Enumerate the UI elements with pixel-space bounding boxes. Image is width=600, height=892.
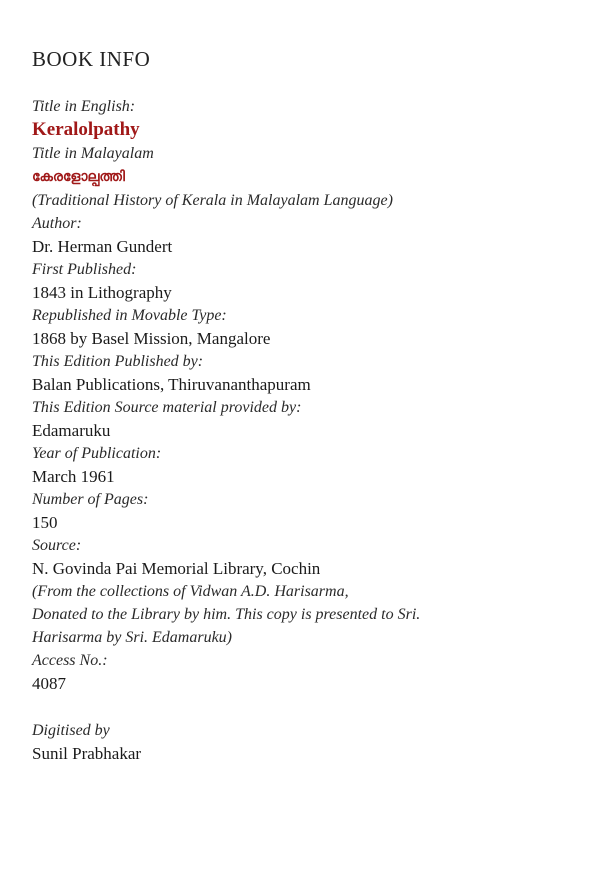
digitised-section	[32, 719, 600, 765]
republished-label: Republished in Movable Type:	[32, 307, 227, 324]
pages-label: Number of Pages:	[32, 491, 149, 508]
source-material-label: This Edition Source material provided by:	[32, 399, 302, 416]
page-heading: BOOK INFO	[32, 47, 151, 71]
title-ml: കേരളോല്പത്തി	[32, 169, 125, 185]
author-value: Dr. Herman Gundert	[32, 237, 173, 256]
title-section	[32, 95, 600, 212]
pages-value: 150	[32, 513, 58, 532]
digitised-value: Sunil Prabhakar	[32, 744, 142, 763]
title-ml-label: Title in Malayalam	[32, 145, 154, 162]
access-value: 4087	[32, 674, 66, 693]
title-en: Keralolpathy	[32, 119, 140, 140]
republished-value: 1868 by Basel Mission, Mangalore	[32, 329, 271, 348]
title-en-label: Title in English:	[32, 98, 136, 115]
fields-section	[32, 212, 600, 695]
section-spacer	[32, 695, 600, 719]
access-label: Access No.:	[32, 652, 108, 669]
source-note-line-2: Donated to the Library by him. This copy is presented to Sri.	[32, 606, 421, 623]
subtitle: (Traditional History of Kerala in Malayalam Language)	[32, 192, 393, 209]
edition-publisher-label: This Edition Published by:	[32, 353, 204, 370]
source-label: Source:	[32, 537, 82, 554]
source-value: N. Govinda Pai Memorial Library, Cochin	[32, 559, 321, 578]
edition-publisher-value: Balan Publications, Thiruvananthapuram	[32, 375, 311, 394]
first-published-label: First Published:	[32, 261, 137, 278]
source-material-value: Edamaruku	[32, 421, 111, 440]
year-value: March 1961	[32, 467, 115, 486]
digitised-label: Digitised by	[32, 722, 110, 739]
author-label: Author:	[32, 215, 82, 232]
first-published-value: 1843 in Lithography	[32, 283, 172, 302]
year-label: Year of Publication:	[32, 445, 162, 462]
source-note-line-3: Harisarma by Sri. Edamaruku)	[32, 629, 232, 646]
source-note-line-1: (From the collections of Vidwan A.D. Harisarma,	[32, 583, 349, 600]
